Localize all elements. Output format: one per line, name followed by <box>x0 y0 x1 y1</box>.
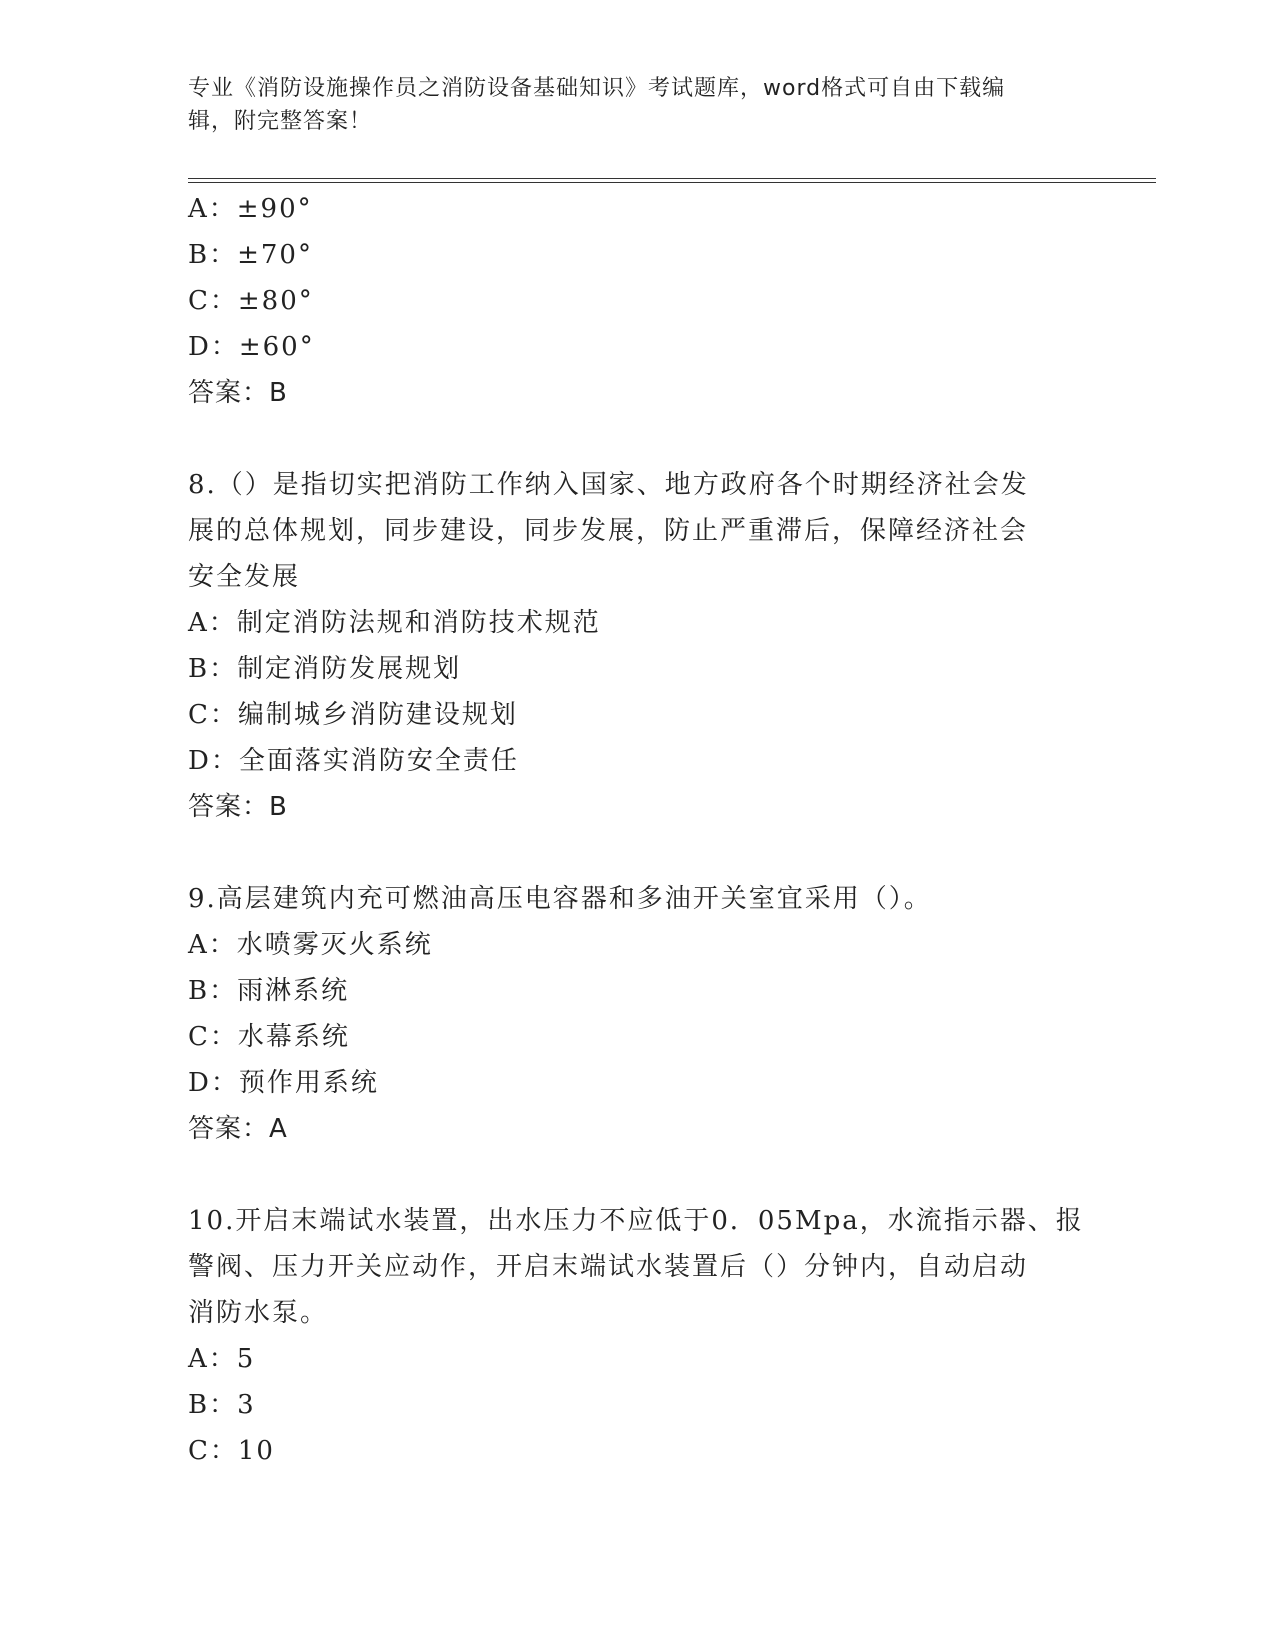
option-c: C：水幕系统 <box>188 1022 350 1052</box>
option-a: A：水喷雾灭火系统 <box>188 930 433 960</box>
question-block-9 <box>188 876 1088 1152</box>
option-a: A：制定消防法规和消防技术规范 <box>188 608 601 638</box>
spacer <box>188 416 1088 462</box>
option-b: B：±70° <box>188 240 313 270</box>
spacer <box>188 830 1088 876</box>
option-d: D：预作用系统 <box>188 1068 379 1098</box>
question-text-line: 9.高层建筑内充可燃油高压电容器和多油开关室宜采用（）。 <box>188 884 932 914</box>
option-b: B：制定消防发展规划 <box>188 654 462 684</box>
header-divider-top <box>188 178 1156 179</box>
question-text-line: 消防水泵。 <box>188 1298 329 1328</box>
question-text-line: 警阀、压力开关应动作，开启末端试水装置后（）分钟内，自动启动 <box>188 1252 1029 1282</box>
question-block-10 <box>188 1198 1088 1474</box>
question-text-line: 展的总体规划，同步建设，同步发展，防止严重滞后，保障经济社会 <box>188 516 1029 546</box>
question-block-8 <box>188 462 1088 830</box>
option-c: C：10 <box>188 1436 275 1466</box>
header-line-2: 辑，附完整答案！ <box>188 109 373 134</box>
option-c: C：编制城乡消防建设规划 <box>188 700 518 730</box>
answer-line: 答案：B <box>188 792 288 822</box>
option-d: D：全面落实消防安全责任 <box>188 746 519 776</box>
answer-line: 答案：A <box>188 1114 288 1144</box>
option-b: B：雨淋系统 <box>188 976 350 1006</box>
question-content <box>188 186 1088 1474</box>
header-divider-bottom <box>188 182 1156 183</box>
spacer <box>188 1152 1088 1198</box>
option-a: A：5 <box>188 1344 256 1374</box>
option-d: D：±60° <box>188 332 315 362</box>
header-line-1: 专业《消防设施操作员之消防设备基础知识》考试题库，word格式可自由下载编 <box>188 76 1006 101</box>
option-b: B：3 <box>188 1390 256 1420</box>
document-header <box>188 72 1068 138</box>
option-c: C：±80° <box>188 286 314 316</box>
question-text-line: 8.（）是指切实把消防工作纳入国家、地方政府各个时期经济社会发 <box>188 470 1029 500</box>
question-block-7 <box>188 186 1088 416</box>
option-a: A：±90° <box>188 194 313 224</box>
question-text-line: 10.开启末端试水装置，出水压力不应低于0．05Mpa，水流指示器、报 <box>188 1206 1084 1236</box>
answer-line: 答案：B <box>188 378 288 408</box>
question-text-line: 安全发展 <box>188 562 301 592</box>
